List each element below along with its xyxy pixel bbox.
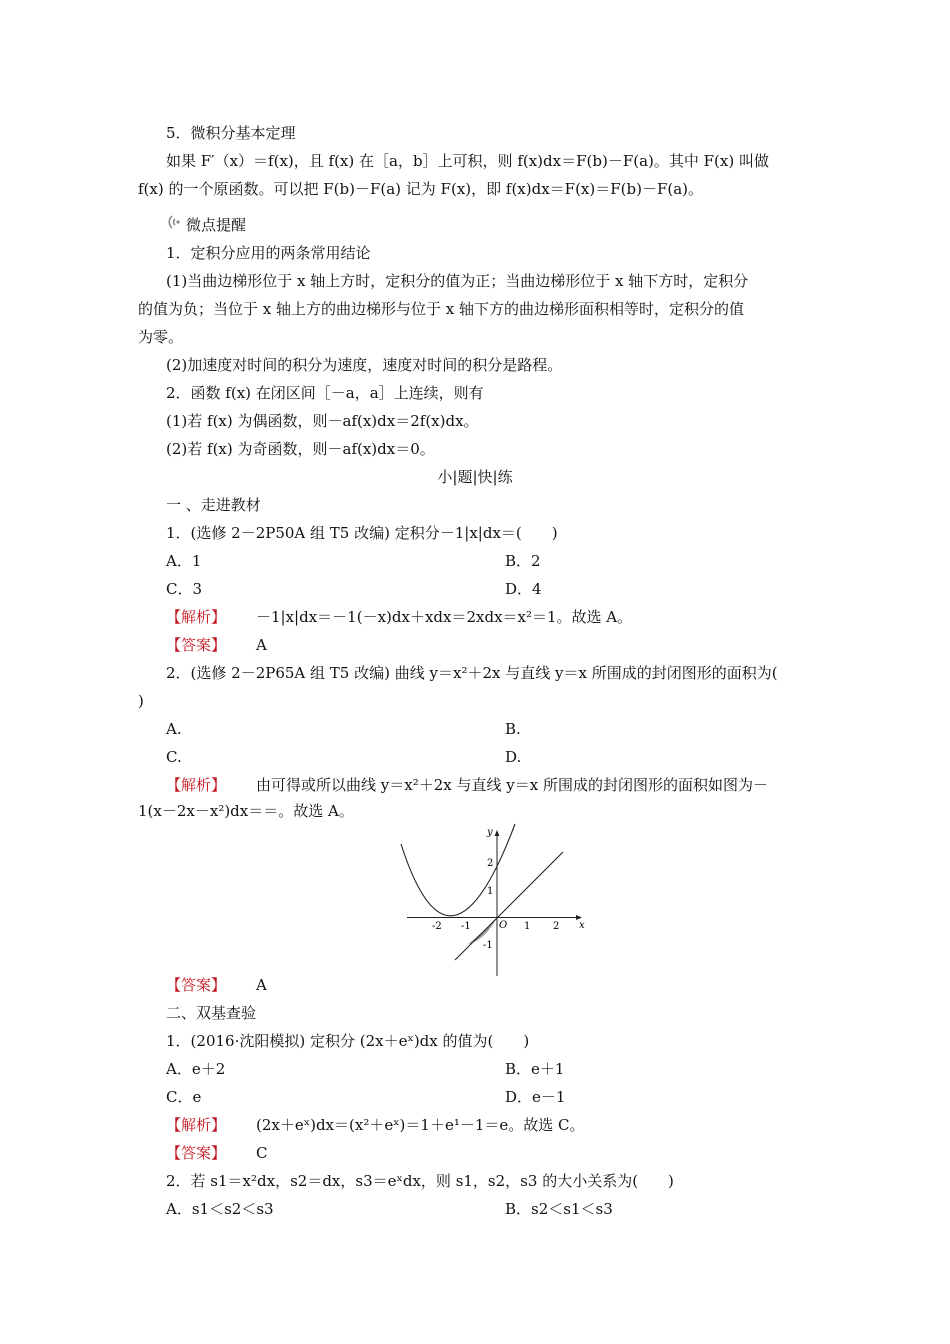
answer-text: A xyxy=(256,976,267,994)
signal-icon xyxy=(166,212,184,232)
analysis-text: (2x＋eˣ)dx＝(x²＋eˣ)＝1＋e¹－1＝e。故选 C。 xyxy=(256,1116,585,1134)
text-line: (2)若 f(x) 为奇函数，则－af(x)dx＝0。 xyxy=(166,440,435,458)
text-line: (2)加速度对时间的积分为速度，速度对时间的积分是路程。 xyxy=(166,356,563,374)
answer-text: C xyxy=(256,1144,268,1162)
option-d: D. xyxy=(505,748,522,766)
option-c: C．3 xyxy=(166,580,203,598)
x-tick-label: 2 xyxy=(553,921,560,932)
y-axis-arrow xyxy=(495,830,500,836)
text-line: 的值为负；当位于 x 轴上方的曲边梯形与位于 x 轴下方的曲边梯形面积相等时，定积分的值 xyxy=(138,300,744,318)
option-b: B. xyxy=(505,720,521,738)
option-d: D．4 xyxy=(505,580,542,598)
y-tick-label: 2 xyxy=(487,858,494,869)
question: 1．(选修 2－2P50A 组 T5 改编) 定积分－1|x|dx＝( ) xyxy=(166,524,558,542)
option-a: A．e＋2 xyxy=(166,1060,226,1078)
option-c: C．e xyxy=(166,1088,202,1106)
x-tick-label: 1 xyxy=(524,921,531,932)
option-a: A．s1＜s2＜s3 xyxy=(166,1200,274,1218)
text-line: (1)若 f(x) 为偶函数，则－af(x)dx＝2f(x)dx。 xyxy=(166,412,479,430)
section-heading: 二、双基查验 xyxy=(166,1004,257,1022)
question: 2．(选修 2－2P65A 组 T5 改编) 曲线 y＝x²＋2x 与直线 y＝x 所围成的封闭图形的面积为( xyxy=(166,664,778,682)
text-line: 1．定积分应用的两条常用结论 xyxy=(166,244,371,262)
option-b: B．s2＜s1＜s3 xyxy=(505,1200,613,1218)
practice-heading: 小|题|快|练 xyxy=(437,468,513,486)
text-line: 1(x－2x－x²)dx＝＝。故选 A。 xyxy=(138,802,354,820)
analysis-tag: 【解析】 xyxy=(166,1116,227,1134)
text-line: 如果 F′（x）＝f(x)，且 f(x) 在［a，b］上可积，则 f(x)dx＝F(b)－F(a)。其中 F(x) 叫做 xyxy=(166,152,769,170)
analysis-tag: 【解析】 xyxy=(166,776,227,794)
y-tick-label: 1 xyxy=(487,886,494,897)
parabola-curve xyxy=(401,824,515,916)
question: 1．(2016·沈阳模拟) 定积分 (2x＋eˣ)dx 的值为( ) xyxy=(166,1032,530,1050)
text-line: 2．函数 f(x) 在闭区间［－a，a］上连续，则有 xyxy=(166,384,484,402)
analysis-text: 由可得或所以曲线 y＝x²＋2x 与直线 y＝x 所围成的封闭图形的面积如图为－ xyxy=(256,776,768,794)
section-heading-theorem: 5．微积分基本定理 xyxy=(166,124,296,142)
answer-tag: 【答案】 xyxy=(166,1144,227,1162)
x-tick-label: -1 xyxy=(461,921,471,932)
option-c: C. xyxy=(166,748,182,766)
answer-text: A xyxy=(256,636,267,654)
section-heading: 一 、走进教材 xyxy=(166,496,261,514)
y-tick-label: -1 xyxy=(483,940,493,951)
graph-figure xyxy=(395,822,593,984)
text-line: 为零。 xyxy=(138,328,184,346)
option-a: A. xyxy=(166,720,182,738)
text-line: ) xyxy=(138,692,144,710)
x-tick-label: -2 xyxy=(432,921,442,932)
option-b: B．e＋1 xyxy=(505,1060,565,1078)
answer-tag: 【答案】 xyxy=(166,636,227,654)
text-line: (1)当曲边梯形位于 x 轴上方时，定积分的值为正；当曲边梯形位于 x 轴下方时，定积分 xyxy=(166,272,749,290)
y-axis-label: y xyxy=(487,827,493,838)
answer-tag: 【答案】 xyxy=(166,976,227,994)
analysis-tag: 【解析】 xyxy=(166,608,227,626)
x-axis-label: x xyxy=(579,920,585,931)
tip-heading: 微点提醒 xyxy=(186,216,247,234)
option-d: D．e－1 xyxy=(505,1088,566,1106)
option-a: A．1 xyxy=(166,552,202,570)
option-b: B．2 xyxy=(505,552,541,570)
origin-label: O xyxy=(499,920,508,931)
text-line: f(x) 的一个原函数。可以把 F(b)－F(a) 记为 F(x)，即 f(x)dx＝F(x)＝F(b)－F(a)。 xyxy=(138,180,704,198)
question: 2．若 s1＝x²dx，s2＝dx，s3＝eˣdx，则 s1，s2，s3 的大小关系为( ) xyxy=(166,1172,674,1190)
analysis-text: －1|x|dx＝－1(－x)dx＋xdx＝2xdx＝x²＝1。故选 A。 xyxy=(256,608,633,626)
